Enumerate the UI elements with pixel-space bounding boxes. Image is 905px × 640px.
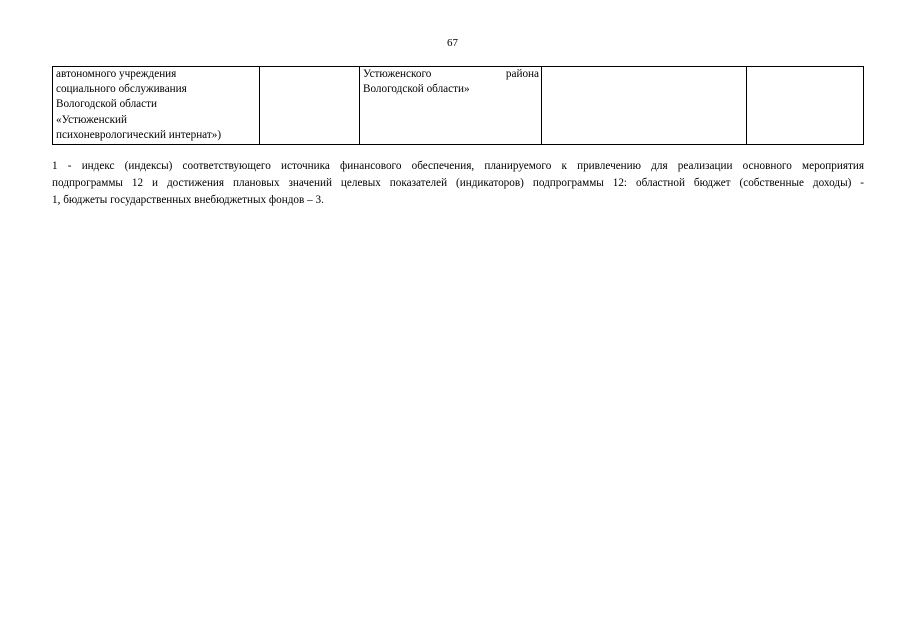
cell-text-line: психоневрологический интернат») (56, 128, 222, 141)
cell-text-line: Вологодской области (56, 98, 157, 111)
cell-word: Устюженского (363, 68, 432, 80)
footnote (52, 158, 864, 209)
cell-text-line: «Устюженский (56, 113, 128, 126)
cell-text-line: автономного учреждения (56, 68, 177, 80)
continuation-table (52, 66, 864, 145)
table-cell-empty (747, 67, 864, 145)
cell-word: района (505, 68, 539, 80)
footnote-line: 1 - индекс (индексы) соответствующего источника финансового обеспечения, планируемого к привлечению для реализации основного мероприятия (52, 160, 864, 172)
table-row (53, 67, 864, 145)
cell-text-line (363, 67, 539, 82)
cell-text-line: Вологодской области» (363, 83, 470, 96)
table-cell-empty (260, 67, 360, 145)
footnote-line: 1, бюджеты государственных внебюджетных фондов – 3. (52, 194, 324, 206)
footnote-line: подпрограммы 12 и достижения плановых значений целевых показателей (индикаторов) подпрограммы 12: областной бюджет (собственные доходы) - (52, 177, 864, 189)
table-cell-institution-name (53, 67, 260, 145)
table-cell-district (360, 67, 542, 145)
page-number: 67 (447, 37, 458, 49)
cell-text-line: социального обслуживания (56, 83, 187, 96)
table-cell-empty (542, 67, 747, 145)
